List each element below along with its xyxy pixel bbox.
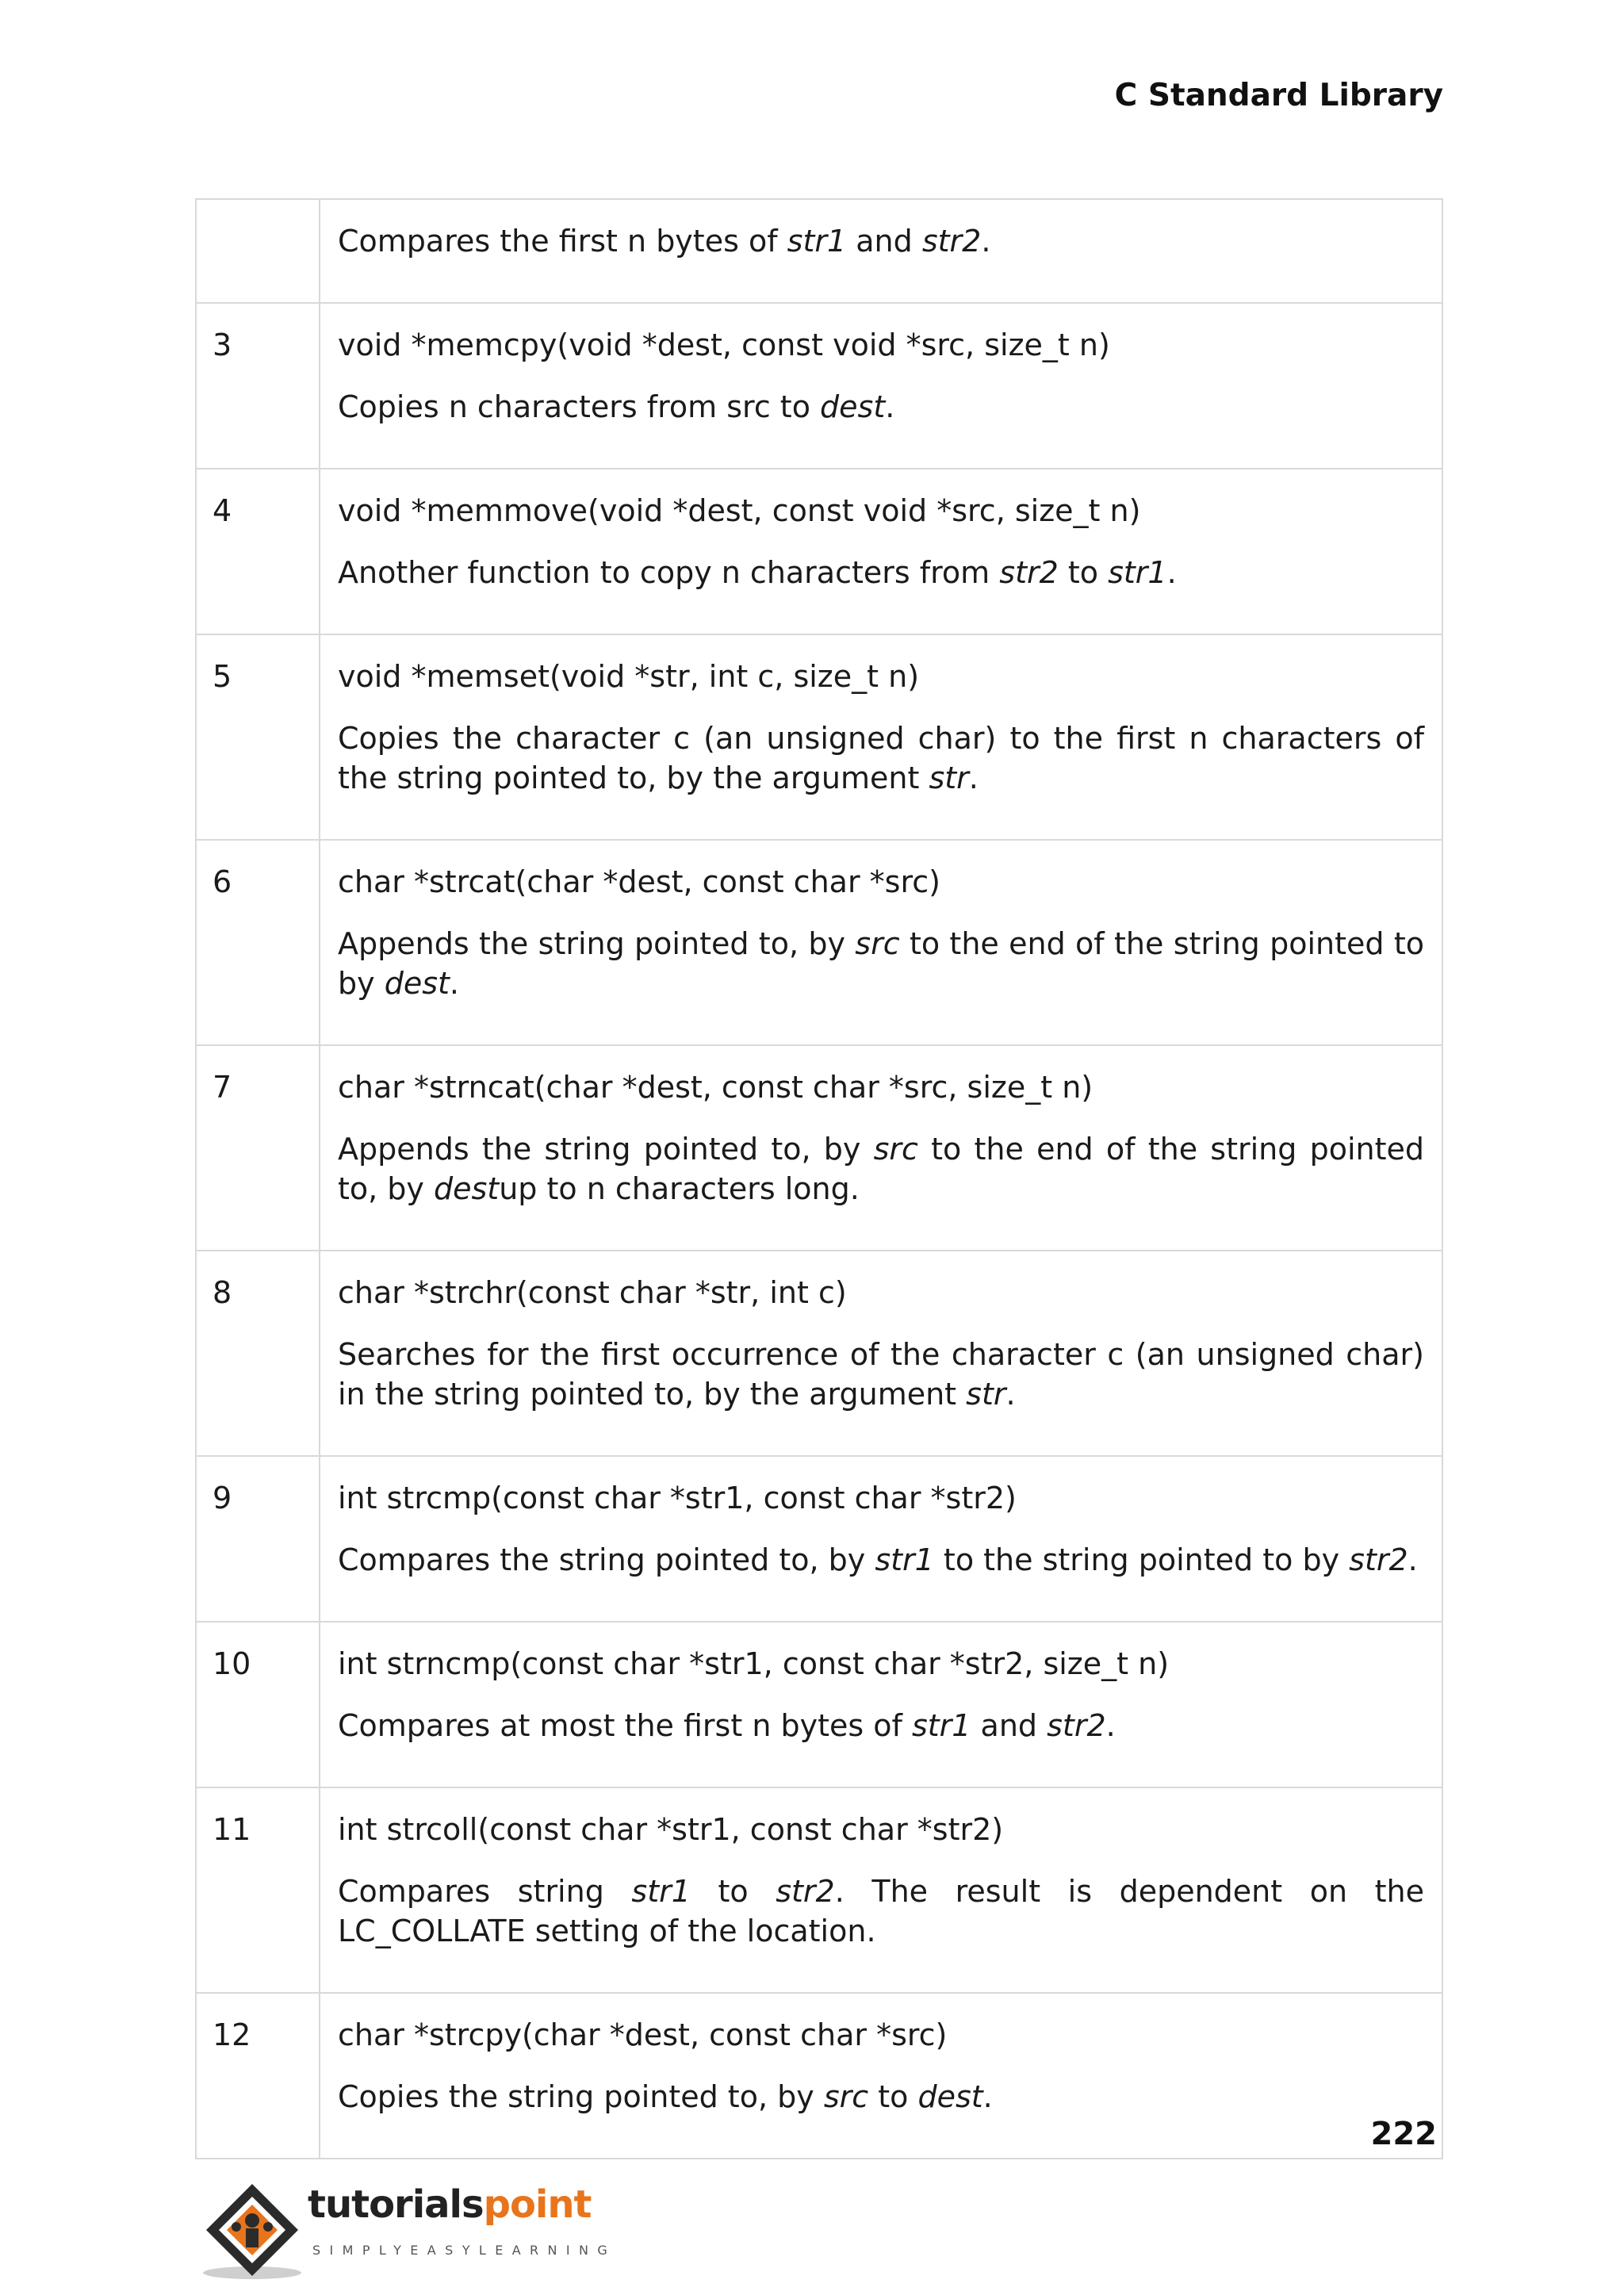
table-row	[196, 1787, 1442, 1993]
table-row	[196, 1456, 1442, 1622]
function-description	[338, 718, 1424, 798]
description-italic-term: str	[966, 1377, 1006, 1412]
description-text: .	[449, 966, 459, 1001]
function-signature: void *memcpy(void *dest, const void *src, size_t n)	[338, 328, 1110, 362]
description-text: Appends the string pointed to, by	[338, 926, 856, 961]
table-row	[196, 634, 1442, 840]
function-description	[338, 1335, 1424, 1414]
function-signature: int strcmp(const char *str1, const char *str2)	[338, 1481, 1017, 1515]
function-description	[338, 221, 1424, 261]
description-text: .	[1005, 1377, 1016, 1412]
description-italic-term: str2	[1047, 1708, 1106, 1743]
function-cell	[320, 1045, 1442, 1251]
logo-word-tutorials: tutorials	[308, 2182, 484, 2227]
description-text: .	[1105, 1708, 1116, 1743]
description-text: .	[885, 389, 895, 424]
description-text: and	[971, 1708, 1048, 1743]
row-number-cell: 7	[196, 1045, 320, 1251]
description-italic-term: str2	[776, 1874, 835, 1909]
function-cell	[320, 634, 1442, 840]
description-italic-term: str1	[631, 1874, 691, 1909]
description-italic-term: str	[929, 761, 969, 795]
row-number-cell: 5	[196, 634, 320, 840]
description-italic-term: dest	[384, 966, 450, 1001]
description-text: .	[981, 224, 991, 259]
row-number-cell: 11	[196, 1787, 320, 1993]
logo-emblem-icon	[197, 2179, 308, 2282]
function-signature: char *strchr(const char *str, int c)	[338, 1275, 847, 1310]
description-italic-term: str2	[999, 555, 1059, 590]
description-italic-term: dest	[434, 1171, 500, 1206]
description-text: to	[868, 2079, 918, 2114]
function-description	[338, 387, 1424, 427]
description-italic-term: str1	[875, 1542, 934, 1577]
function-cell	[320, 1456, 1442, 1622]
page-number: 222	[1370, 2116, 1437, 2152]
function-signature: char *strcpy(char *dest, const char *src)	[338, 2017, 948, 2052]
tutorialspoint-logo	[197, 2179, 617, 2282]
function-cell	[320, 469, 1442, 634]
function-cell	[320, 1622, 1442, 1787]
table-row	[196, 1045, 1442, 1251]
function-description	[338, 1706, 1424, 1745]
logo-wordmark	[308, 2182, 591, 2227]
function-cell	[320, 840, 1442, 1045]
function-table-body	[196, 199, 1442, 2159]
function-description	[338, 1129, 1424, 1209]
row-number-cell	[196, 199, 320, 303]
description-text: to the end of the string pointed to by	[338, 926, 1424, 1001]
function-signature: int strcoll(const char *str1, const char *str2)	[338, 1812, 1004, 1847]
function-cell	[320, 1787, 1442, 1993]
row-number-cell: 12	[196, 1993, 320, 2159]
logo-tagline: SIMPLYEASYLEARNING	[312, 2243, 617, 2258]
description-text: Compares the string pointed to, by	[338, 1542, 875, 1577]
function-signature: char *strncat(char *dest, const char *src, size_t n)	[338, 1070, 1094, 1105]
description-text: . The result is dependent on the LC_COLLATE setting of the location.	[338, 1874, 1424, 1948]
row-number-cell: 6	[196, 840, 320, 1045]
description-italic-term: dest	[820, 389, 886, 424]
row-number-cell: 4	[196, 469, 320, 634]
function-cell	[320, 303, 1442, 469]
description-text: to	[1058, 555, 1109, 590]
description-text: .	[1408, 1542, 1418, 1577]
function-signature: char *strcat(char *dest, const char *src)	[338, 864, 940, 899]
description-italic-term: src	[823, 2079, 869, 2114]
description-italic-term: str2	[921, 224, 982, 259]
function-description	[338, 1872, 1424, 1951]
row-number-cell: 9	[196, 1456, 320, 1622]
description-text: to the end of the string pointed to, by	[338, 1132, 1424, 1206]
description-text: .	[982, 2079, 993, 2114]
table-row	[196, 840, 1442, 1045]
description-text: Copies n characters from src to	[338, 389, 821, 424]
description-italic-term: str1	[787, 224, 847, 259]
function-table	[195, 198, 1443, 2159]
description-text: and	[846, 224, 922, 259]
row-number-cell: 8	[196, 1251, 320, 1456]
description-italic-term: src	[873, 1132, 918, 1167]
description-text: to	[690, 1874, 776, 1909]
row-number-cell: 3	[196, 303, 320, 469]
table-row	[196, 1251, 1442, 1456]
description-text: .	[1166, 555, 1177, 590]
function-cell	[320, 1993, 1442, 2159]
description-text: Compares at most the first n bytes of	[338, 1708, 912, 1743]
description-italic-term: str2	[1349, 1542, 1408, 1577]
function-description	[338, 2077, 1424, 2117]
description-text: Another function to copy n characters from	[338, 555, 1000, 590]
function-description	[338, 1540, 1424, 1580]
description-text: Copies the character c (an unsigned char) to the first n characters of the string pointed to, by the argument	[338, 721, 1424, 795]
description-italic-term: src	[855, 926, 900, 961]
table-row	[196, 469, 1442, 634]
function-cell	[320, 199, 1442, 303]
table-row	[196, 1993, 1442, 2159]
function-description	[338, 553, 1424, 592]
description-italic-term: str1	[1108, 555, 1167, 590]
table-row	[196, 199, 1442, 303]
function-signature: void *memmove(void *dest, const void *src, size_t n)	[338, 493, 1141, 528]
table-row	[196, 1622, 1442, 1787]
description-text: to the string pointed to by	[933, 1542, 1350, 1577]
logo-word-point: point	[483, 2182, 592, 2227]
function-signature: int strncmp(const char *str1, const char *str2, size_t n)	[338, 1646, 1170, 1681]
description-italic-term: str1	[911, 1708, 971, 1743]
description-text: Compares the first n bytes of	[338, 224, 787, 259]
description-text: Appends the string pointed to, by	[338, 1132, 874, 1167]
description-text: .	[968, 761, 979, 795]
page-header-title: C Standard Library	[1114, 78, 1443, 113]
table-row	[196, 303, 1442, 469]
description-italic-term: dest	[917, 2079, 983, 2114]
function-cell	[320, 1251, 1442, 1456]
function-description	[338, 924, 1424, 1003]
description-text: Copies the string pointed to, by	[338, 2079, 824, 2114]
description-text: Compares string	[338, 1874, 632, 1909]
description-text: up to n characters long.	[499, 1171, 860, 1206]
row-number-cell: 10	[196, 1622, 320, 1787]
function-signature: void *memset(void *str, int c, size_t n)	[338, 659, 920, 694]
description-text: Searches for the first occurrence of the character c (an unsigned char) in the string pointed to, by the argument	[338, 1337, 1424, 1412]
